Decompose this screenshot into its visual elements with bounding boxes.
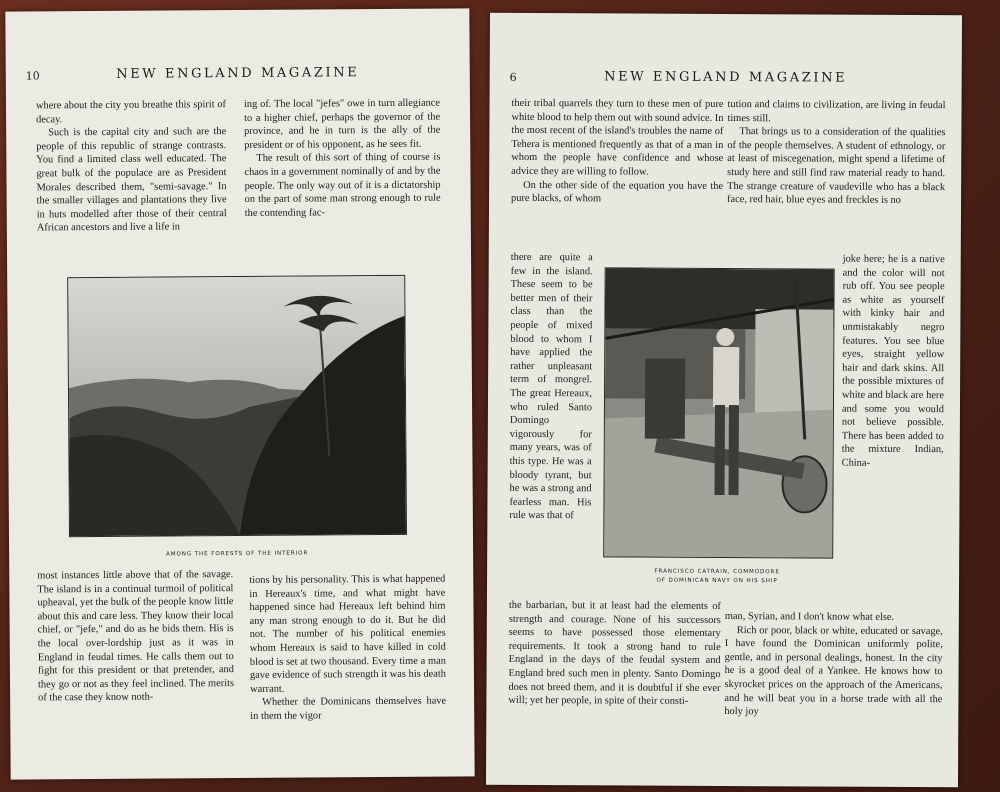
commodore-photo <box>603 267 835 558</box>
paragraph: there are quite a few in the island. These seem to be better men of their class than the people of mixed blood to whom I have applied the rather unpleasant term of mongrel. The great Hereaux, who ruled Santo Domingo vigorously for many years, was of this type. He was a bloody tyrant, but he was a strong and fearless man. His rule was that of <box>509 251 593 522</box>
paragraph: most instances little above that of the savage. The island is in a continual turmoil of political upheaval, yet the bulk of the people know little about this and care less. They know their local chief, or "jefe," and do as he bids them. His is the local over-lordship just as it was in England in feudal times. He calls them out to fight for this president or that pretender, and they go or not as they feel inclined. The merits of the case they know noth- <box>37 569 235 704</box>
right-bottom-column-1 <box>508 599 721 709</box>
paragraph: tution and claims to civilization, are living in feudal times still. <box>727 99 946 124</box>
left-page-header <box>26 67 450 90</box>
paragraph: ing of. The local "jefes" owe in turn allegiance to a higher chief, perhaps the governor of the province, and he in turn is the ally of the president or of his opponent, as he sees fit. <box>243 97 441 151</box>
paragraph: The result of this sort of thing of course is chaos in a government nominally of and by the people. The only way out of it is a dictatorship on the part of some man strong enough to rule the contending fac- <box>244 151 441 219</box>
right-column-2 <box>727 98 946 208</box>
paragraph: joke here; he is a native and the color will not rub off. You see people as white as yourself with kinky hair and unmistakably negro features. You see blue eyes, straight yellow hair and dark skins. All the possible mixtures of white and black are here and some you would not believe possible. There has been added to the mixture Indian, China- <box>841 253 945 469</box>
paragraph: man, Syrian, and I don't know what else. <box>724 611 895 623</box>
left-running-title: NEW ENGLAND MAGAZINE <box>116 65 360 82</box>
forest-photo-caption: AMONG THE FORESTS OF THE INTERIOR <box>165 550 309 558</box>
right-page <box>486 13 962 787</box>
right-bottom-column-2 <box>724 610 943 720</box>
left-page <box>5 8 474 779</box>
forest-photo <box>67 275 407 537</box>
paragraph: Whether the Dominicans themselves have in them the vigor <box>250 695 447 722</box>
right-page-number: 6 <box>509 70 517 84</box>
paragraph: That brings us to a consideration of the qualities of the people themselves. A student of ethnology, or at least of miscegenation, might spend a lifetime of study here and still find raw material ready to hand. The strange creature of vaudeville who has a black face, red hair, blue eyes and freckles is no <box>727 126 946 207</box>
right-page-header <box>510 71 942 93</box>
forest-photo-image <box>68 276 406 536</box>
left-column-3 <box>37 568 234 705</box>
paragraph: where about the city you breathe this spirit of decay. <box>35 99 227 126</box>
paragraph: Rich or poor, black or white, educated or savage, I have found the Dominican uniformly polite, gentle, and in personal dealings, honest. In the city he is a good deal of a Yankee. He knows how to skyrocket prices on the approach of the Americans, and he will beat you in a horse trade with all the holy joy <box>724 624 943 718</box>
paragraph: Such is the capital city and such are the people of this republic of strange contrasts. You find a limited class well educated. The great bulk of the populace are as President Morales described them, "semi-savage." In the smaller villages and plantations they live in huts modelled after those of their central African ancestors and live a life in <box>36 126 227 234</box>
right-float-left-text <box>509 251 592 523</box>
paragraph: their tribal quarrels they turn to these men of pure white blood to help them out with sound advice. In the most recent of the island's troubles the name of Tehera is mentioned frequently as that of a man in whom the people have confidence and whose advice they are willing to follow. <box>511 97 724 178</box>
right-running-title: NEW ENGLAND MAGAZINE <box>604 69 848 86</box>
right-float-right-text <box>842 253 945 471</box>
commodore-photo-caption <box>603 567 831 586</box>
right-column-1 <box>511 97 724 207</box>
caption-line-2: OF DOMINICAN NAVY ON HIS SHIP <box>656 577 778 585</box>
caption-line-1: FRANCISCO CATRAIN, COMMODORE <box>654 568 780 576</box>
commodore-photo-image <box>604 268 834 557</box>
paragraph: tions by his personality. This is what happened in Hereaux's time, and what might have happened since had Hereaux left behind him any man strong enough to do it. But he did not. The number of his political enemies whom Hereaux is said to have killed in cold blood is set at two thousand. Every time a man gave evidence of such strength it was his death warrant. <box>249 573 446 695</box>
left-column-2 <box>244 97 441 221</box>
paragraph: On the other side of the equation you have the pure blacks, of whom <box>511 179 724 205</box>
left-page-number: 10 <box>25 69 40 83</box>
left-column-1 <box>36 98 227 235</box>
paragraph: the barbarian, but it at least had the elements of strength and courage. None of his successors seems to have possessed those elementary requirements. It took a strong hand to rule England in the days of the feudal system and England bred such men in plenty. Santo Domingo does not breed them, and it is doubtful if she ever will; yet her people, in spite of their consti- <box>508 599 721 707</box>
left-column-4 <box>249 573 446 724</box>
